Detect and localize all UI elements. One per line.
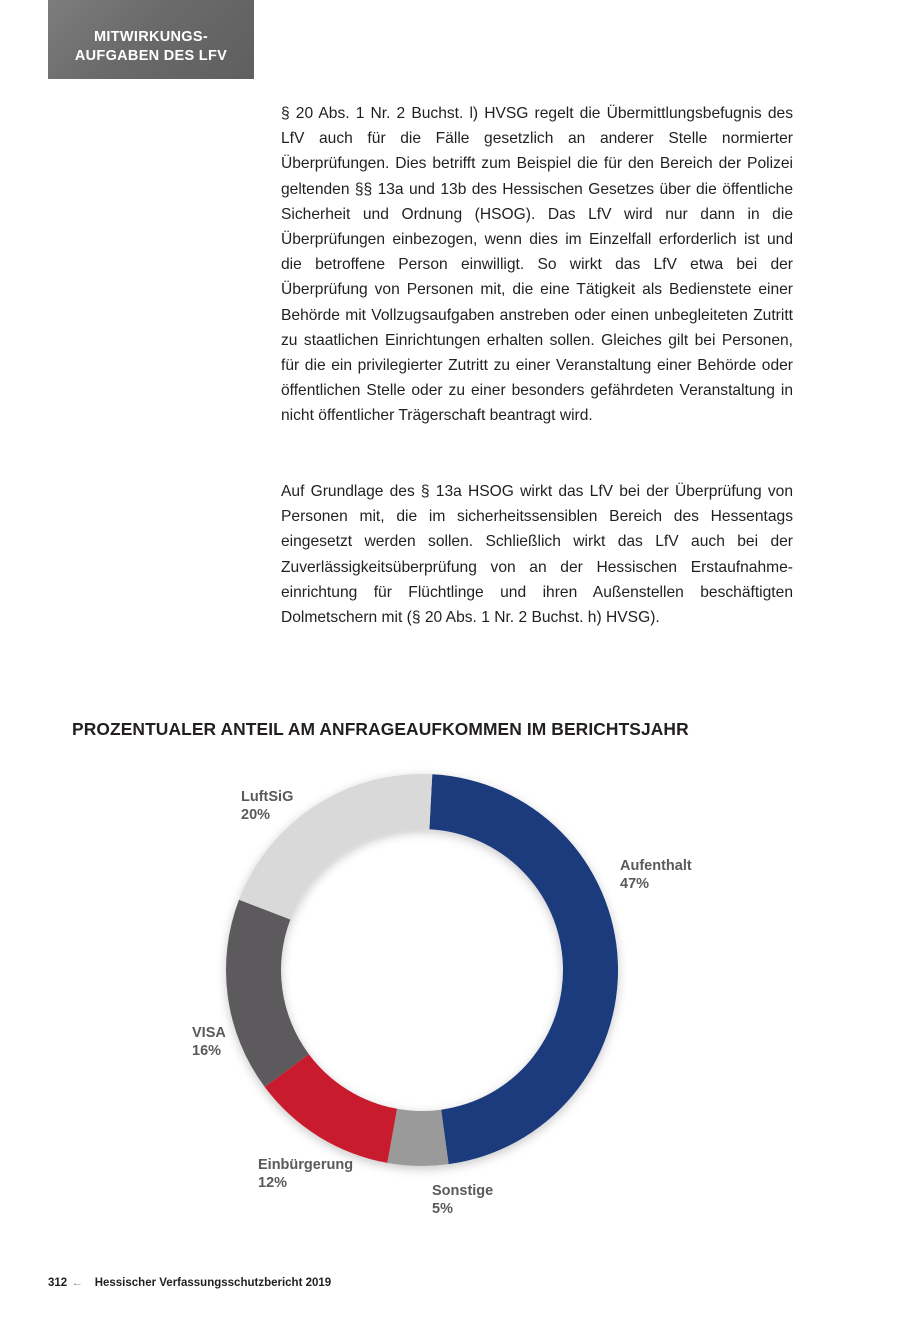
donut-slice-aufenthalt [429, 774, 618, 1164]
publication-title: Hessischer Verfassungsschutzbericht 2019 [94, 1277, 332, 1289]
back-arrow-icon[interactable]: ← [71, 1277, 83, 1289]
slice-value-label: 16% [192, 1043, 222, 1059]
slice-label: VISA [192, 1025, 226, 1041]
slice-label: Sonstige [432, 1183, 494, 1199]
slice-label: LuftSiG [241, 789, 294, 805]
slice-label: Einbürgerung [258, 1157, 354, 1173]
slice-value-label: 12% [258, 1175, 288, 1191]
donut-ring [226, 774, 618, 1166]
footer [48, 1277, 331, 1289]
slice-value-label: 47% [620, 876, 650, 892]
donut-slice-sonstige [387, 1109, 448, 1166]
section-title-line1: MITWIRKUNGS- [94, 29, 208, 45]
page-number: 312 [48, 1277, 68, 1289]
chart-title: PROZENTUALER ANTEIL AM ANFRAGEAUFKOMMEN IM BERICHTSJAHR [72, 719, 689, 739]
slice-value-label: 20% [241, 807, 271, 823]
body-paragraph-1: § 20 Abs. 1 Nr. 2 Buchst. l) HVSG regelt die Übermittlungsbefugnis des LfV auch für die Fälle gesetzlich an anderer Stelle normierter Überprüfungen. Dies betrifft zum Beispiel die für den Bereich der Polizei geltenden §§ 13a und 13b des Hessischen Gesetzes über die öffentliche Sicherheit und Ordnung (HSOG). Das LfV wird nur dann in die Überprüfungen einbezogen, wenn dies im Einzelfall erforderlich ist und die betroffene Person einwilligt. So wirkt das LfV etwa bei der Überprüfung von Personen mit, die eine Tätigkeit als Bedienstete einer Behörde mit Vollzugsaufgaben anstreben oder einen unbegleiteten Zutritt zu staatlichen Einrichtungen erhalten sollen. Gleiches gilt bei Personen, für die ein privilegierter Zutritt zu einer Veranstaltung einer Behörde oder öffentlichen Stelle oder zu einer besonders gefährdeten Veranstaltung in nicht öffentlicher Trägerschaft beantragt wird. [281, 105, 793, 425]
donut-slice-visa [226, 900, 309, 1087]
slice-label: Aufenthalt [620, 858, 692, 874]
slice-value-label: 5% [432, 1201, 453, 1217]
section-title-line2: AUFGABEN DES LFV [74, 48, 228, 64]
body-paragraph-2: Auf Grundlage des § 13a HSOG wirkt das LfV bei der Überprüfung von Personen mit, die im sicherheitssensiblen Bereich des Hessentags eingesetzt werden sollen. Schließlich wirkt das LfV auch bei der Zuverlässigkeitsüberprüfung von an der Hessischen Erstaufnahmeeinrichtung für Flüchtlinge und ihren Außenstellen beschäftigten Dolmetschern mit (§ 20 Abs. 1 Nr. 2 Buchst. h) HVSG). [281, 483, 793, 627]
